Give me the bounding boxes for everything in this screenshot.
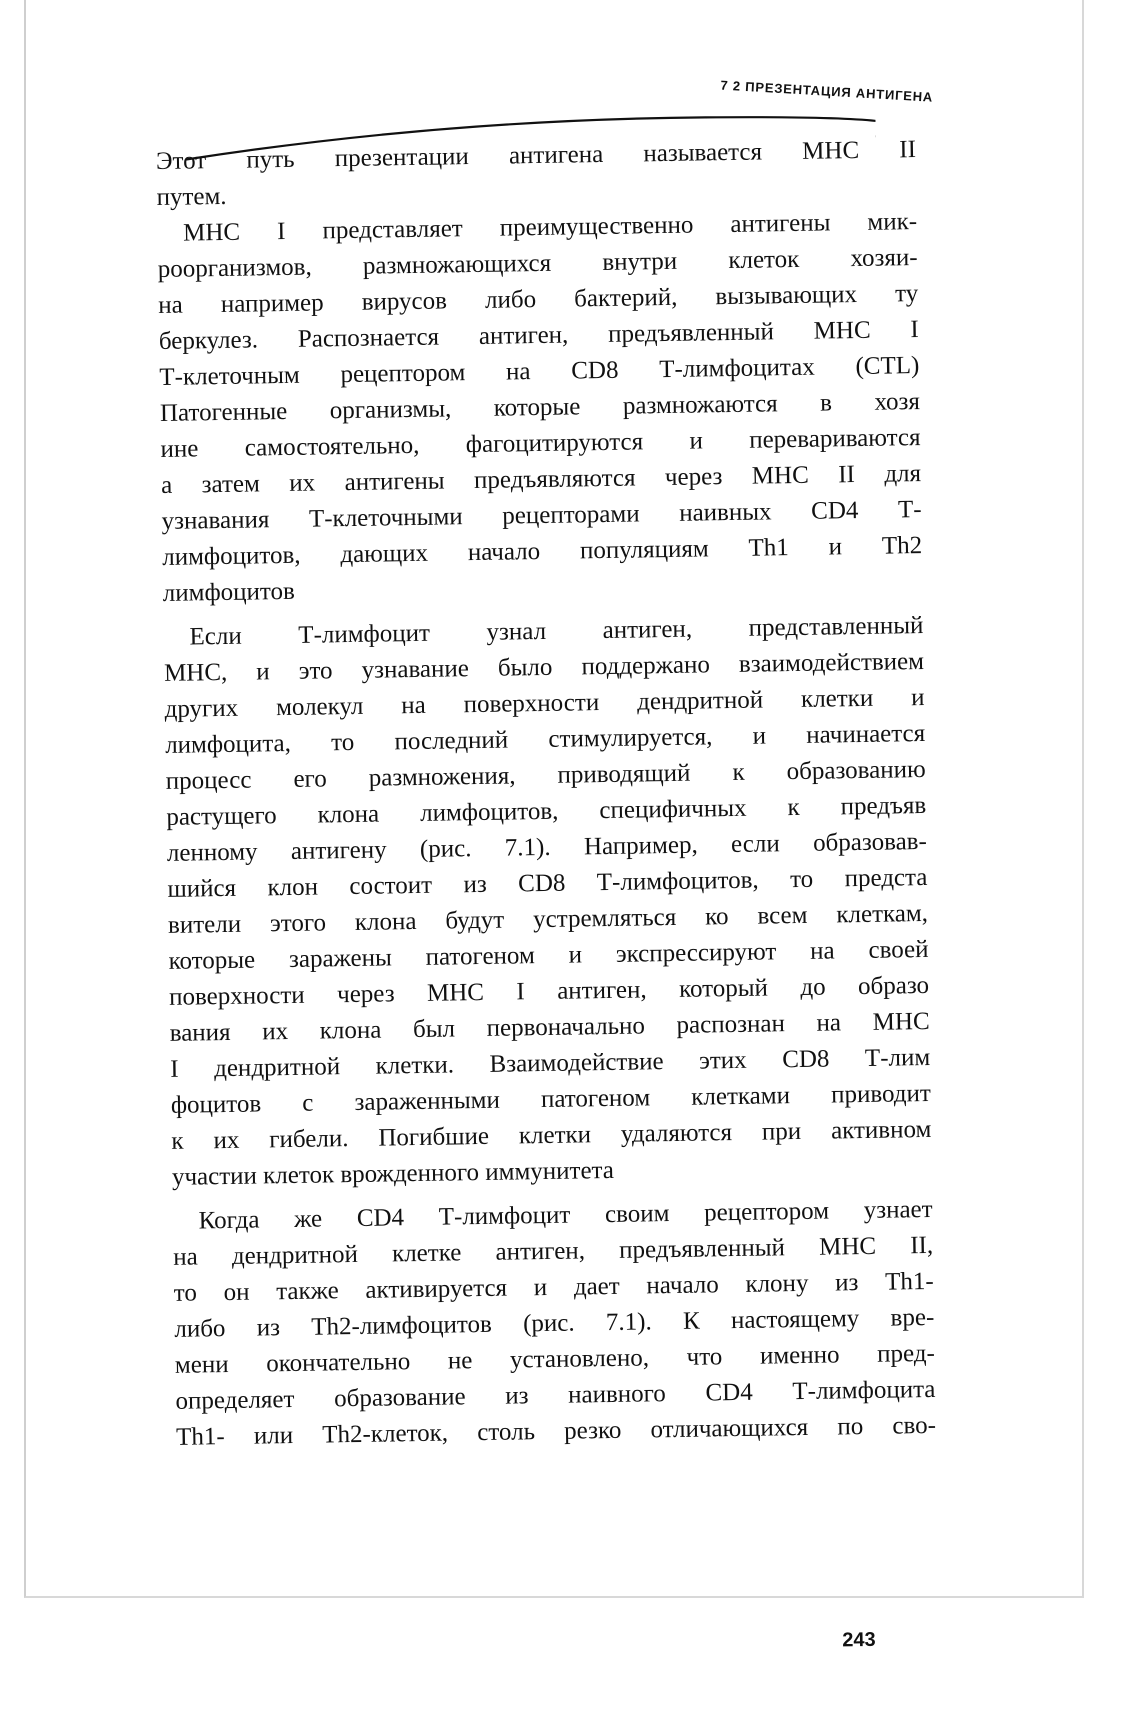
text-line: участии клеток врожденного иммунитета	[171, 1156, 615, 1191]
running-head: 7 2 ПРЕЗЕНТАЦИЯ АНТИГЕНА	[720, 77, 934, 105]
text-line: ленному антигену (рис. 7.1). Например, если образовав-	[166, 827, 928, 867]
text-line: которые заражены патогеном и экспрессируют на своей	[168, 935, 929, 975]
text-line: а затем их антигены предъявляются через MHC II для	[160, 460, 922, 499]
text-line: лимфоцитов, дающих начало популяциям Th1 и Th2	[162, 532, 923, 571]
text-line: поверхности через MHC I антиген, который до образо	[168, 971, 930, 1011]
text-line: Патогенные организмы, которые размножаются в хозя	[159, 388, 921, 427]
text-line: то он также активируется и дает начало клону из Th1-	[173, 1267, 934, 1307]
text-line: роорганизмов, размножающихся внутри клеток хозяи-	[157, 244, 918, 283]
text-line: лимфоцитов	[162, 577, 296, 607]
text-line: мени окончательно не установлено, что именно пред-	[174, 1339, 936, 1379]
text-line: процесс его размножения, приводящий к образованию	[165, 755, 926, 795]
body-text	[156, 132, 937, 1456]
text-line: ине самостоятельно, фагоцитируются и перевариваются	[160, 424, 921, 463]
book-page	[155, 77, 940, 1716]
text-line: Когда же CD4 Т-лимфоцит своим рецептором узнает	[198, 1195, 933, 1235]
text-line: шийся клон состоит из CD8 Т-лимфоцитов, то предста	[167, 863, 928, 903]
text-line: Th1- или Th2-клеток, столь резко отличающихся по сво-	[175, 1411, 937, 1451]
text-line: Этот путь презентации антигена называется MHC II	[155, 136, 917, 175]
text-line: к их гибели. Погибшие клетки удаляются при активном	[171, 1115, 932, 1155]
text-line: других молекул на поверхности дендритной клетки и	[164, 683, 925, 723]
text-line: MHC, и это узнавание было поддержано взаимодействием	[163, 647, 925, 687]
text-line: лимфоцита, то последний стимулируется, и начинается	[164, 719, 926, 759]
text-line: узнавания Т-клеточными рецепторами наивных CD4 Т-	[161, 496, 922, 535]
text-line: на дендритной клетке антиген, предъявленный MHC II,	[173, 1231, 934, 1271]
text-line: Т-клеточным рецептором на CD8 Т-лимфоцитах (CTL)	[159, 352, 920, 391]
text-line: на например вирусов либо бактерий, вызывающих ту	[158, 280, 919, 319]
text-line: растущего клона лимфоцитов, специфичных к предъяв	[166, 791, 927, 831]
text-line: Если Т-лимфоцит узнал антиген, представленный	[189, 611, 924, 651]
page-number: 243	[842, 1628, 876, 1652]
text-line: либо из Th2-лимфоцитов (рис. 7.1). К настоящему вре-	[174, 1303, 935, 1343]
text-line: MHC I представляет преимущественно антигены мик-	[182, 208, 918, 247]
text-line: беркулез. Распознается антиген, предъявленный MHC I	[158, 316, 919, 355]
text-line: фоцитов с зараженными патогеном клетками приводит	[170, 1079, 931, 1119]
text-line: вания их клона был первоначально распознан на MHC	[169, 1007, 930, 1047]
text-line: вители этого клона будут устремляться ко всем клеткам,	[167, 899, 929, 939]
text-line: путем.	[156, 182, 227, 211]
text-line: определяет образование из наивного CD4 Т-лимфоцита	[175, 1375, 936, 1415]
text-line: I дендритной клетки. Взаимодействие этих CD8 Т-лим	[170, 1043, 931, 1083]
